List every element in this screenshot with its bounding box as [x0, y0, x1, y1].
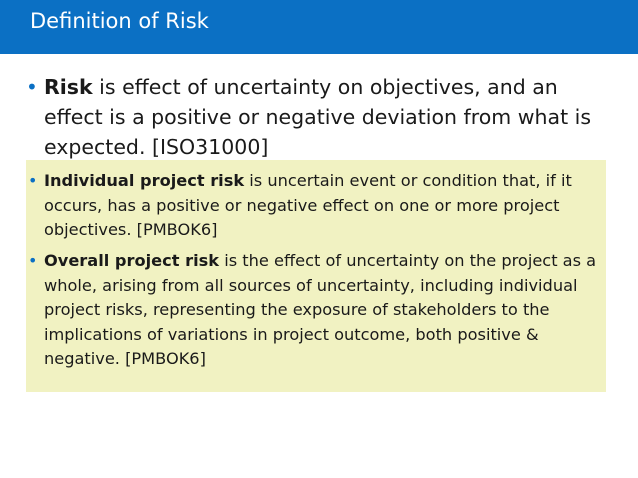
bullet-overall-project-risk — [26, 249, 606, 372]
bullet-dot: • — [28, 251, 38, 270]
bullet-definition: is uncertain event or condition that, if it occurs, has a positive or negative effect on one or more project objectives. [PMBOK6] — [44, 171, 572, 239]
bullet-risk — [26, 72, 606, 162]
bullet-definition: is effect of uncertainty on objectives, and an effect is a positive or negative deviation from what is expected. [ISO31000] — [44, 75, 592, 159]
bullet-term: Individual project risk — [44, 171, 245, 190]
bullet-dot: • — [28, 171, 38, 190]
slide-title: Definition of Risk — [30, 9, 209, 33]
bullet-definition: is the effect of uncertainty on the project as a whole, arising from all sources of uncertainty, including individual project risks, representing the exposure of stakeholders to the implications of variations in project outcome, both positive & negative. [PMBOK6] — [44, 251, 597, 368]
bullet-text — [44, 169, 606, 243]
title-bar — [0, 0, 638, 54]
bullet-term: Risk — [44, 75, 93, 99]
highlight-box — [26, 160, 606, 392]
bullet-text — [44, 72, 606, 162]
bullet-dot: • — [26, 75, 38, 99]
bullet-text — [44, 249, 606, 372]
bullet-individual-project-risk — [26, 169, 606, 243]
bullet-term: Overall project risk — [44, 251, 220, 270]
